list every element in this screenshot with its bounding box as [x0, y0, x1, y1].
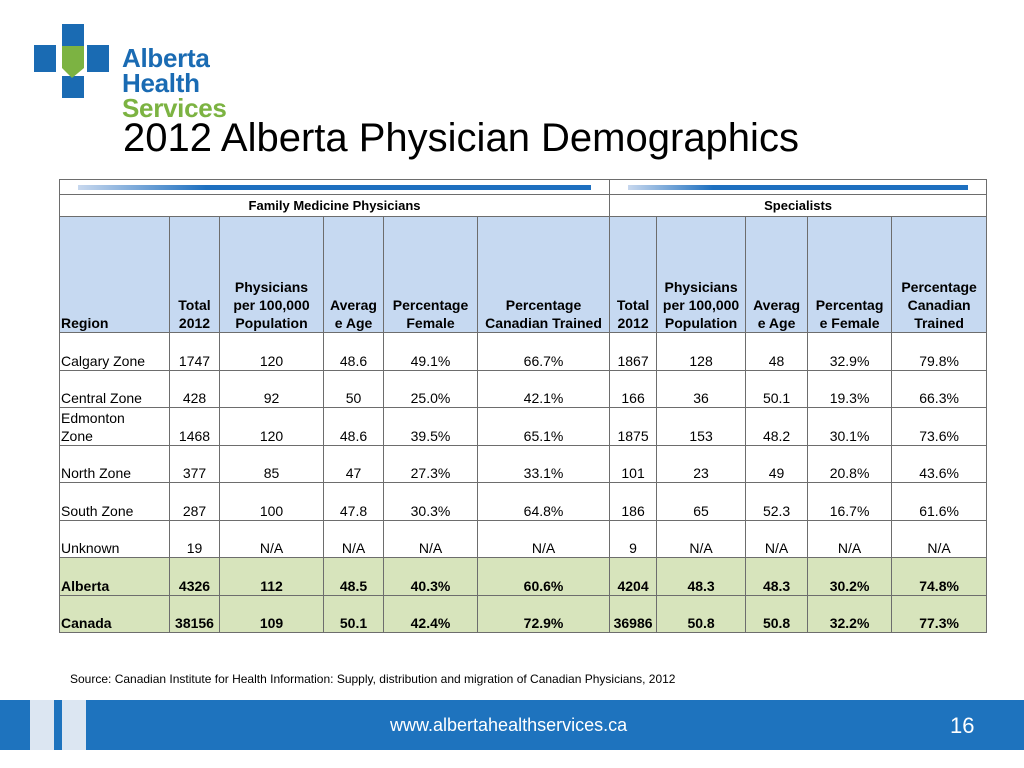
cell-sp-total: 186	[610, 483, 657, 521]
cell-sp-per-100k: N/A	[657, 520, 746, 558]
cell-fm-pct-canadian: 42.1%	[478, 370, 610, 408]
cell-fm-pct-canadian: 60.6%	[478, 558, 610, 596]
col-header-fm-per-100k: Physicians per 100,000 Population	[220, 217, 324, 333]
cell-fm-avg-age: 48.5	[324, 558, 384, 596]
cell-sp-pct-canadian: 61.6%	[892, 483, 987, 521]
ahs-cross-logo-icon	[34, 24, 110, 100]
col-header-sp-pct-canadian: Percentage Canadian Trained	[892, 217, 987, 333]
table-row	[60, 595, 987, 633]
col-header-region: Region	[60, 217, 170, 333]
col-header-sp-per-100k: Physicians per 100,000 Population	[657, 217, 746, 333]
cell-fm-avg-age: 50.1	[324, 595, 384, 633]
col-header-sp-avg-age: Averag e Age	[746, 217, 808, 333]
cell-fm-pct-female: N/A	[384, 520, 478, 558]
cell-fm-pct-female: 40.3%	[384, 558, 478, 596]
cell-fm-pct-female: 30.3%	[384, 483, 478, 521]
slide-title: 2012 Alberta Physician Demographics	[123, 116, 799, 160]
cell-fm-pct-female: 27.3%	[384, 445, 478, 483]
cell-region: North Zone	[60, 445, 170, 483]
footer-bar	[0, 700, 1024, 750]
cell-fm-avg-age: 48.6	[324, 408, 384, 446]
cell-sp-per-100k: 23	[657, 445, 746, 483]
cell-sp-avg-age: 49	[746, 445, 808, 483]
cell-fm-pct-female: 25.0%	[384, 370, 478, 408]
cell-fm-total: 38156	[170, 595, 220, 633]
cell-sp-pct-female: 32.2%	[808, 595, 892, 633]
cell-sp-per-100k: 36	[657, 370, 746, 408]
table-top-stripe	[60, 180, 987, 195]
col-header-fm-pct-canadian: Percentage Canadian Trained	[478, 217, 610, 333]
cell-fm-pct-female: 49.1%	[384, 333, 478, 371]
cell-sp-pct-female: 32.9%	[808, 333, 892, 371]
cell-fm-total: 287	[170, 483, 220, 521]
cell-sp-total: 1867	[610, 333, 657, 371]
cell-fm-pct-canadian: N/A	[478, 520, 610, 558]
cell-fm-avg-age: N/A	[324, 520, 384, 558]
cell-sp-pct-canadian: 79.8%	[892, 333, 987, 371]
cell-sp-pct-canadian: N/A	[892, 520, 987, 558]
cell-fm-total: 19	[170, 520, 220, 558]
cell-sp-avg-age: 50.8	[746, 595, 808, 633]
footer-url-link[interactable]: www.albertahealthservices.ca	[390, 715, 628, 735]
cell-sp-pct-canadian: 77.3%	[892, 595, 987, 633]
cell-fm-per-100k: 92	[220, 370, 324, 408]
cell-fm-per-100k: 85	[220, 445, 324, 483]
cell-sp-total: 166	[610, 370, 657, 408]
cell-fm-pct-canadian: 65.1%	[478, 408, 610, 446]
cell-sp-pct-canadian: 73.6%	[892, 408, 987, 446]
cell-fm-per-100k: 120	[220, 408, 324, 446]
cell-sp-avg-age: 52.3	[746, 483, 808, 521]
cell-region: Edmonton Zone	[60, 408, 170, 446]
cell-fm-avg-age: 48.6	[324, 333, 384, 371]
cell-region: Central Zone	[60, 370, 170, 408]
cell-fm-per-100k: 100	[220, 483, 324, 521]
cell-fm-pct-female: 39.5%	[384, 408, 478, 446]
cell-fm-pct-canadian: 64.8%	[478, 483, 610, 521]
cell-sp-total: 101	[610, 445, 657, 483]
cell-fm-per-100k: 112	[220, 558, 324, 596]
cell-sp-pct-canadian: 66.3%	[892, 370, 987, 408]
cell-sp-avg-age: 48.3	[746, 558, 808, 596]
cell-sp-total: 36986	[610, 595, 657, 633]
cell-sp-pct-canadian: 74.8%	[892, 558, 987, 596]
cell-sp-pct-female: 19.3%	[808, 370, 892, 408]
logo-wordmark	[122, 43, 294, 123]
col-header-fm-total: Total 2012	[170, 217, 220, 333]
cell-region: Alberta	[60, 558, 170, 596]
cell-sp-total: 4204	[610, 558, 657, 596]
cell-fm-avg-age: 47.8	[324, 483, 384, 521]
cell-sp-pct-female: 30.2%	[808, 558, 892, 596]
cell-fm-total: 377	[170, 445, 220, 483]
cell-sp-per-100k: 128	[657, 333, 746, 371]
cell-sp-avg-age: 48	[746, 333, 808, 371]
page-number: 16	[950, 713, 975, 738]
table-row	[60, 520, 987, 558]
cell-fm-per-100k: N/A	[220, 520, 324, 558]
table-row	[60, 483, 987, 521]
cell-fm-total: 4326	[170, 558, 220, 596]
cell-fm-total: 428	[170, 370, 220, 408]
cell-fm-pct-female: 42.4%	[384, 595, 478, 633]
cell-sp-per-100k: 153	[657, 408, 746, 446]
demographics-table	[59, 179, 986, 633]
cell-sp-total: 1875	[610, 408, 657, 446]
group-family-medicine: Family Medicine Physicians	[60, 195, 610, 217]
footer-stripe-left	[30, 700, 54, 750]
cell-fm-avg-age: 50	[324, 370, 384, 408]
cell-fm-pct-canadian: 72.9%	[478, 595, 610, 633]
col-header-sp-pct-female: Percentag e Female	[808, 217, 892, 333]
source-note: Source: Canadian Institute for Health Information: Supply, distribution and migration of Canadian Physicians, 2012	[70, 672, 676, 686]
table-row	[60, 408, 987, 446]
group-specialists: Specialists	[610, 195, 987, 217]
logo-line-2: Services	[122, 93, 227, 123]
cell-region: Canada	[60, 595, 170, 633]
cell-sp-per-100k: 50.8	[657, 595, 746, 633]
table-row	[60, 370, 987, 408]
table-row	[60, 445, 987, 483]
footer-stripe-right	[62, 700, 86, 750]
col-header-fm-avg-age: Averag e Age	[324, 217, 384, 333]
cell-fm-total: 1747	[170, 333, 220, 371]
cell-fm-per-100k: 120	[220, 333, 324, 371]
cell-fm-pct-canadian: 33.1%	[478, 445, 610, 483]
cell-region: Calgary Zone	[60, 333, 170, 371]
cell-fm-avg-age: 47	[324, 445, 384, 483]
cell-region: Unknown	[60, 520, 170, 558]
cell-sp-pct-canadian: 43.6%	[892, 445, 987, 483]
cell-sp-per-100k: 65	[657, 483, 746, 521]
group-header-row	[60, 195, 987, 217]
cell-sp-pct-female: 16.7%	[808, 483, 892, 521]
logo-line-1: Alberta Health	[122, 43, 210, 98]
cell-fm-pct-canadian: 66.7%	[478, 333, 610, 371]
cell-sp-pct-female: 20.8%	[808, 445, 892, 483]
table-row	[60, 558, 987, 596]
cell-sp-pct-female: 30.1%	[808, 408, 892, 446]
cell-sp-avg-age: 50.1	[746, 370, 808, 408]
cell-sp-avg-age: N/A	[746, 520, 808, 558]
cell-sp-pct-female: N/A	[808, 520, 892, 558]
cell-fm-per-100k: 109	[220, 595, 324, 633]
cell-sp-per-100k: 48.3	[657, 558, 746, 596]
cell-sp-total: 9	[610, 520, 657, 558]
col-header-sp-total: Total 2012	[610, 217, 657, 333]
cell-fm-total: 1468	[170, 408, 220, 446]
table-row	[60, 333, 987, 371]
cell-region: South Zone	[60, 483, 170, 521]
column-header-row	[60, 217, 987, 333]
ahs-logo	[34, 24, 294, 123]
cell-sp-avg-age: 48.2	[746, 408, 808, 446]
col-header-fm-pct-female: Percentage Female	[384, 217, 478, 333]
